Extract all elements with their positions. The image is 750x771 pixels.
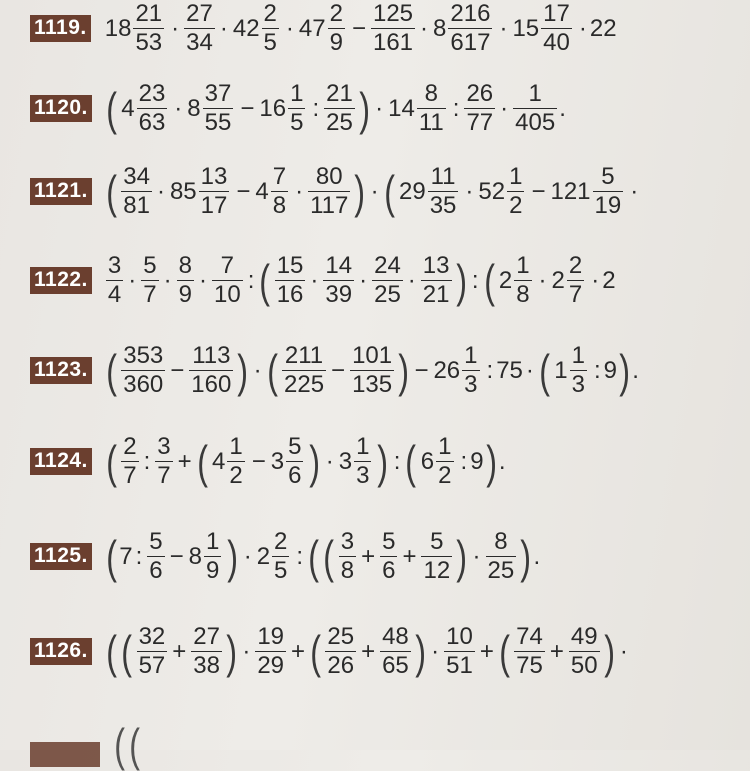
problem-expression: ( $\frac{2}{7}$ : $\frac{3}{7}$ + ( 4 $\frac{1}{2}$ − 3 $\frac{5}{6}$ ) · 3 $\frac{1}{3}$ ) : ( 6 $\frac{1}{2}$ : 9 ) .	[106, 433, 506, 489]
problem-1123	[30, 344, 750, 397]
problem-number: 1124.	[30, 448, 92, 475]
problem-number: 1125.	[30, 543, 92, 570]
problem-expression: $\frac{3}{4}$ · $\frac{5}{7}$ · $\frac{8}{9}$ · $\frac{7}{10}$ : ( $\frac{15}{16}$ · $\frac{14}{39}$ · $\frac{24}{25}$ · $\frac{13}{21}$ ) : ( 2 $\frac{1}{8}$ · 2 $\frac{2}{7}$ · 2	[107, 252, 616, 308]
problem-1120	[30, 82, 750, 135]
problem-expression: ( 7 : $\frac{5}{6}$ − 8 $\frac{1}{9}$ ) · 2 $\frac{2}{5}$ : ( ( $\frac{3}{8}$ + $\frac{5}{6}$ + $\frac{5}{12}$ ) · $\frac{8}{25}$ ) .	[106, 528, 541, 584]
problem-1126	[30, 625, 750, 678]
problem-expression: ( 4 $\frac{23}{63}$ · 8 $\frac{37}{55}$ − 16 $\frac{1}{5}$ : $\frac{21}{25}$ ) · 14 $\frac{8}{11}$ : $\frac{26}{77}$ · $\frac{1}{405}$ .	[106, 80, 566, 136]
problem-number: 1120.	[30, 95, 92, 122]
problem-next-cut	[30, 719, 750, 771]
problem-expression: 18 $\frac{21}{53}$ · $\frac{27}{34}$ · 42 $\frac{2}{5}$ · 47 $\frac{2}{9}$ − $\frac{125}{161}$ · 8 $\frac{216}{617}$ · 15 $\frac{17}{40}$ · 22	[104, 0, 617, 56]
problem-1125	[30, 530, 750, 583]
problem-1119	[30, 2, 750, 55]
problem-number: 1119.	[30, 15, 91, 42]
problem-number: 1121.	[30, 178, 92, 205]
problem-number: 1126.	[30, 638, 92, 665]
problem-expression: ( $\frac{353}{360}$ − $\frac{113}{160}$ ) · ( $\frac{211}{225}$ − $\frac{101}{135}$ ) − 26 $\frac{1}{3}$ : 75 · ( 1 $\frac{1}{3}$ : 9 ) .	[106, 342, 639, 398]
problem-1124	[30, 435, 750, 488]
problem-number: 1122.	[30, 267, 92, 294]
problem-1122	[30, 254, 750, 307]
problem-number: 1123.	[30, 357, 92, 384]
problem-expression: ( ( $\frac{32}{57}$ + $\frac{27}{38}$ ) · $\frac{19}{29}$ + ( $\frac{25}{26}$ + $\frac{48}{65}$ ) · $\frac{10}{51}$ + ( $\frac{74}{75}$ + $\frac{49}{50}$ ) ·	[106, 623, 628, 679]
problem-expression: ( $\frac{34}{81}$ · 85 $\frac{13}{17}$ − 4 $\frac{7}{8}$ · $\frac{80}{117}$ ) · ( 29 $\frac{11}{35}$ · 52 $\frac{1}{2}$ − 121 $\frac{5}{19}$ ·	[106, 163, 639, 219]
problem-1121	[30, 165, 750, 218]
problem-expression-cut: ( (	[114, 719, 141, 771]
problem-number-cut	[30, 742, 100, 767]
